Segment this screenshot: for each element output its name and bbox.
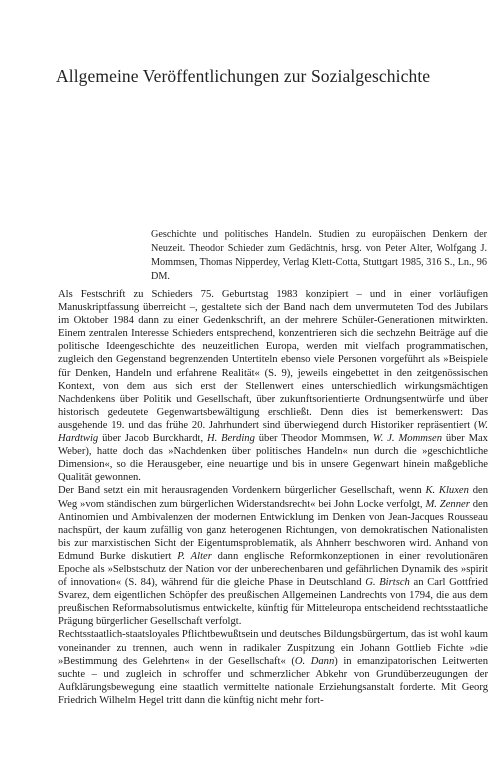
author-name: P. Alter <box>177 550 212 562</box>
text-segment: den Weg »vom ständischen zum bürgerlichen Widerstandsrecht« bei John Locke verfolgt, <box>58 485 489 510</box>
text-segment: über Max Weber), hatte doch das »Nachdenken über politisches Handeln« nun durch die »geschichtliche Dimension«, so die Herausgeber, eine neuartige und bis in unsere Gegenwart hinein maßgebliche Qualität gewonnen. <box>58 433 488 484</box>
paragraph-1 <box>58 288 488 484</box>
review-text <box>58 288 488 707</box>
author-name: W. Hardtwig <box>58 419 488 445</box>
author-name: G. Birtsch <box>365 577 410 589</box>
text-segment: dann englische Reformkonzeptionen in einer revolutionären Epoche als »Selbstschutz der Nation vor der unberechenbaren und gefährlichen Dynamik des »spirit of innovation« (S. 84), während für die gleiche Phase in Deutschland <box>58 550 489 589</box>
author-name: M. Zenner <box>425 498 470 510</box>
author-name: H. Berding <box>206 433 255 445</box>
text-segment: über Jacob Burckhardt, <box>98 433 207 445</box>
text-segment: Als Festschrift zu Schieders 75. Geburtstag 1983 konzipiert – und in einer vorläufigen Manuskriptfassung überreicht –, gestaltete sich der Band nach dem unvermuteten Tod des Jubilars im Oktober 1984 dann zu einer Gedenkschrift, an der mehrere Schüler-Generationen mitwirkten. Einem zentralen Interesse Schieders entsprechend, konzentrieren sich die sechzehn Beiträge auf die politische Ideengeschichte des neuzeitlichen Europa, werden mit vielfach programmatischen, zugleich den Gegenstand begrenzenden Untertiteln ebenso viele Personen vorgeführt als »Beispiele für Denken, Handeln und erfahrene Realität« (S. 9), jeweils eingebettet in den zeitgenössischen Kontext, von dem aus sich erst der Stellenwert eines unterschiedlich wirkungsmächtigen Nachdenkens über Politik und Gesellschaft, über zukunftsorientierte Ordnungsentwürfe und über historisch gedeutete Gegenwartsbewältigung erschließt. Denn dies ist bemerkenswert: Das ausgehende 19. und das frühe 20. Jahrhundert sind überwiegend durch Historiker repräsentiert ( <box>58 289 488 431</box>
text-segment: ) in emanzipatorischen Leitwerten suchte – und zugleich in schroffer und schmerzlicher Abkehr von Grundüberzeugungen der Aufklärungsbewegung eine staatlich vermittelte nationale Erziehungsanstalt forderte. Mit Georg Friedrich Wilhelm Hegel tritt dann die künftig nicht mehr fort- <box>58 655 488 706</box>
author-name: O. Dann <box>294 655 335 667</box>
paragraph-2 <box>58 484 488 628</box>
page-title: Allgemeine Veröffentlichungen zur Sozialgeschichte <box>56 66 431 86</box>
author-name: W. J. Mommsen <box>372 433 442 445</box>
text-segment: über Theodor Mommsen, <box>254 433 373 445</box>
paragraph-3 <box>58 628 488 707</box>
author-name: K. Kluxen <box>425 485 469 497</box>
text-segment: den Antinomien und Ambivalenzen der modernen Entwicklung im Denken von Jean-Jacques Rousseau nachspürt, der kaum zufällig von ganz heterogenen Richtungen, von demokratischen Nationalisten bis zur marxistischen Sicht der Eigentumsproblematik, als Ahnherr beschworen wird. Anhand von Edmund Burke diskutiert <box>58 498 488 562</box>
bibliographic-entry: Geschichte und politisches Handeln. Studien zu europäischen Denkern der Neuzeit. Theodor Schieder zum Gedächtnis, hrsg. von Peter Alter, Wolfgang J. Mommsen, Thomas Nipperdey, Verlag Klett-Cotta, Stuttgart 1985, 316 S., Ln., 96 DM. <box>151 229 487 282</box>
text-segment: Der Band setzt ein mit herausragenden Vordenkern bürgerlicher Gesellschaft, wenn <box>58 485 426 497</box>
text-segment: Rechtsstaatlich-staatsloyales Pflichtbewußtsein und deutsches Bildungsbürgertum, das ist wohl kaum voneinander zu trennen, auch wenn in radikaler Zuspitzung ein Johann Gottlieb Fichte »die »Bestimmung des Gelehrten« in der Gesellschaft« ( <box>58 629 488 667</box>
text-segment: an Carl Gottfried Svarez, dem eigentlichen Schöpfer des preußischen Allgemeinen Landrechts von 1794, die aus dem preußischen Reformabsolutismus entwickelte, künftig für Mitteleuropa entscheidend rechtsstaatliche Prägung bürgerlicher Gesellschaft verfolgt. <box>58 577 488 628</box>
